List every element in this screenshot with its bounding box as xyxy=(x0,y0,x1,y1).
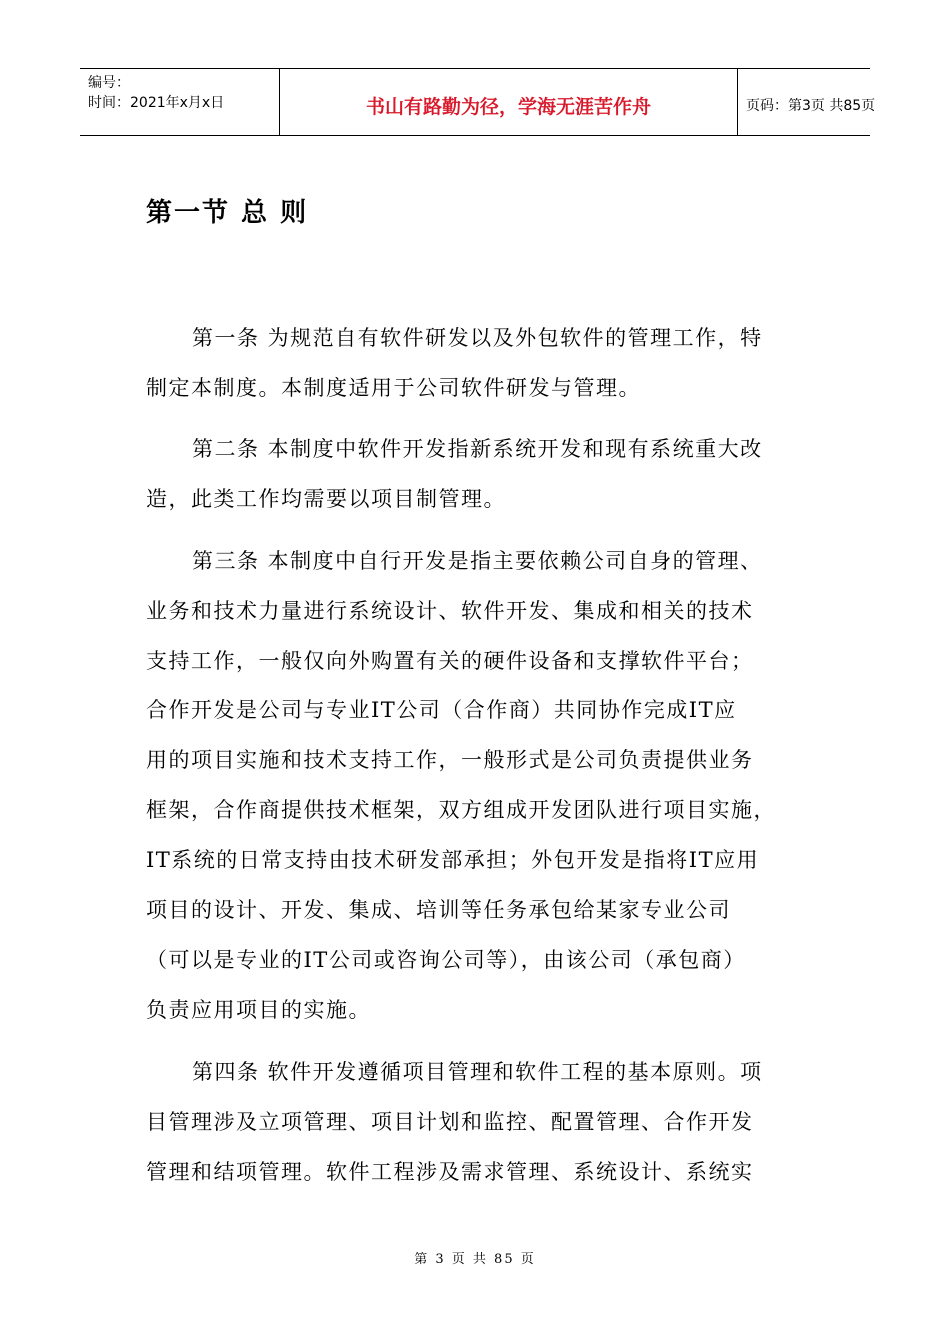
document-date: 时间：2021年x月x日 xyxy=(88,95,225,111)
article-4-line-1: 第四条 软件开发遵循项目管理和软件工程的基本原则。项 xyxy=(192,1060,763,1084)
article-3-line-6: 框架，合作商提供技术框架，双方组成开发团队进行项目实施， xyxy=(146,798,776,822)
document-number-label: 编号： xyxy=(88,75,130,91)
article-3-line-1: 第三条 本制度中自行开发是指主要依赖公司自身的管理、 xyxy=(192,549,763,573)
section-title: 第一节 总 则 xyxy=(146,198,309,228)
header-page-info: 页码：第3页 共85页 xyxy=(746,98,876,114)
article-3-line-2: 业务和技术力量进行系统设计、软件开发、集成和相关的技术 xyxy=(146,599,754,623)
article-3-line-3: 支持工作，一般仅向外购置有关的硬件设备和支撑软件平台； xyxy=(146,649,754,673)
article-1-line-1: 第一条 为规范自有软件研发以及外包软件的管理工作，特 xyxy=(192,326,763,350)
article-4-line-3: 管理和结项管理。软件工程涉及需求管理、系统设计、系统实 xyxy=(146,1160,754,1184)
article-1-line-2: 制定本制度。本制度适用于公司软件研发与管理。 xyxy=(146,376,641,400)
article-2-line-2: 造，此类工作均需要以项目制管理。 xyxy=(146,487,506,511)
header-motto: 书山有路勤为径，学海无涯苦作舟 xyxy=(280,69,738,135)
document-body xyxy=(146,0,811,1344)
article-3-line-7: IT系统的日常支持由技术研发部承担；外包开发是指将IT应用 xyxy=(146,848,760,872)
page-footer: 第 3 页 共 85 页 xyxy=(414,1252,536,1267)
article-4-line-2: 目管理涉及立项管理、项目计划和监控、配置管理、合作开发 xyxy=(146,1110,754,1134)
article-3-line-4: 合作开发是公司与专业IT公司（合作商）共同协作完成IT应 xyxy=(146,698,737,722)
article-3-line-9: （可以是专业的IT公司或咨询公司等），由该公司（承包商） xyxy=(146,948,746,972)
article-3-line-10: 负责应用项目的实施。 xyxy=(146,998,371,1022)
article-2-line-1: 第二条 本制度中软件开发指新系统开发和现有系统重大改 xyxy=(192,437,763,461)
article-3-line-5: 用的项目实施和技术支持工作，一般形式是公司负责提供业务 xyxy=(146,748,754,772)
article-3-line-8: 项目的设计、开发、集成、培训等任务承包给某家专业公司 xyxy=(146,898,731,922)
